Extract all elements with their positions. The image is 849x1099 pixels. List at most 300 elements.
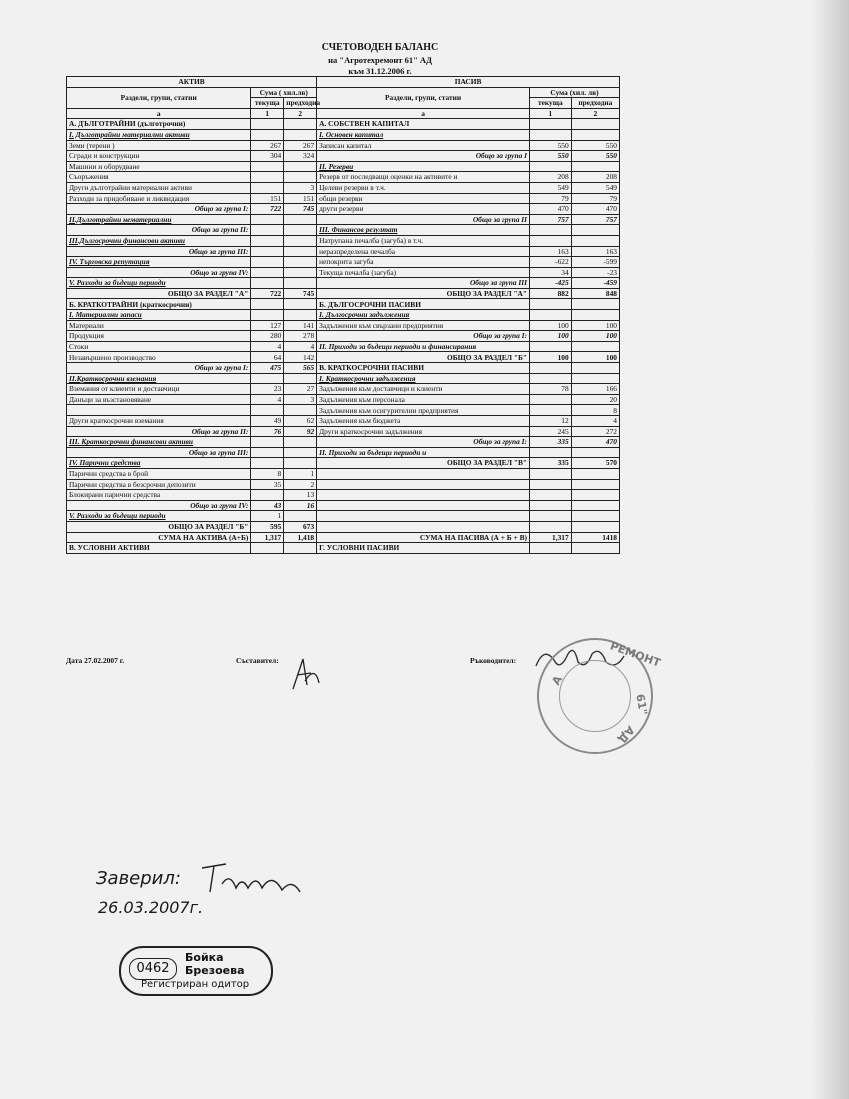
- pasiv-previous-value: 100: [571, 352, 619, 363]
- aktiv-item-label: Разходи за придобиване и ликвидация: [67, 193, 251, 204]
- pasiv-item-label: Задължения към персонала: [317, 394, 530, 405]
- aktiv-item-label: II.Краткосрочни вземания: [67, 373, 251, 384]
- table-row: [67, 405, 620, 416]
- col-number-2: 2: [284, 108, 317, 119]
- pasiv-current-value: 550: [530, 140, 572, 151]
- aktiv-current-value: [251, 235, 284, 246]
- aktiv-item-label: А. ДЪЛГОТРАЙНИ (дълготрочни): [67, 119, 251, 130]
- pasiv-previous-value: 550: [571, 140, 619, 151]
- aktiv-item-label: Общо за група III:: [67, 447, 251, 458]
- aktiv-previous-value: 673: [284, 521, 317, 532]
- aktiv-previous-value: [284, 405, 317, 416]
- aktiv-item-label: В. УСЛОВНИ АКТИВИ: [67, 543, 251, 554]
- aktiv-current-value: 151: [251, 193, 284, 204]
- pasiv-item-label: III. Финансов резултат: [317, 225, 530, 236]
- aktiv-previous-value: 278: [284, 331, 317, 342]
- aktiv-previous-value: [284, 310, 317, 321]
- pasiv-previous-value: 20: [571, 394, 619, 405]
- aktiv-item-label: Други краткосрочни вземания: [67, 416, 251, 427]
- aktiv-current-value: [251, 267, 284, 278]
- pasiv-current-value: [530, 363, 572, 374]
- pasiv-current-value: 79: [530, 193, 572, 204]
- table-row: [67, 172, 620, 183]
- pasiv-previous-value: [571, 119, 619, 130]
- aktiv-item-label: Общо за група IV:: [67, 267, 251, 278]
- pasiv-previous-value: [571, 479, 619, 490]
- aktiv-item-label: Общо за група II:: [67, 426, 251, 437]
- aktiv-previous-value: 27: [284, 384, 317, 395]
- aktiv-current-value: [251, 161, 284, 172]
- pasiv-current-value: 78: [530, 384, 572, 395]
- pasiv-item-label: II. Приходи за бъдещи периоди и: [317, 447, 530, 458]
- aktiv-item-label: [67, 405, 251, 416]
- auditor-signature: [196, 858, 316, 898]
- aktiv-current-value: [251, 299, 284, 310]
- table-row: [67, 214, 620, 225]
- aktiv-current-value: [251, 257, 284, 268]
- pasiv-previous-value: [571, 521, 619, 532]
- pasiv-item-label: Текуща печалба (загуба): [317, 267, 530, 278]
- aktiv-sum-col: Сума ( хил.лв): [251, 87, 317, 98]
- pasiv-current-value: [530, 521, 572, 532]
- aktiv-item-label: СУМА НА АКТИВА (А+Б): [67, 532, 251, 543]
- pasiv-current-value: 757: [530, 214, 572, 225]
- aktiv-sections-col: Раздели, групи, статии: [67, 87, 251, 108]
- pasiv-item-label: Задължения към доставчици и клиенти: [317, 384, 530, 395]
- pasiv-previous-col: предходна: [571, 98, 619, 109]
- aktiv-previous-value: 324: [284, 151, 317, 162]
- pasiv-previous-value: 550: [571, 151, 619, 162]
- pasiv-item-label: [317, 511, 530, 522]
- pasiv-current-value: 100: [530, 352, 572, 363]
- pasiv-item-label: Резерв от последващи оценки на активите и: [317, 172, 530, 183]
- table-row: [67, 310, 620, 321]
- aktiv-previous-value: [284, 172, 317, 183]
- aktiv-current-value: 35: [251, 479, 284, 490]
- aktiv-item-label: Общо за група I:: [67, 363, 251, 374]
- pasiv-item-label: [317, 490, 530, 501]
- aktiv-current-value: 43: [251, 500, 284, 511]
- pasiv-previous-value: [571, 235, 619, 246]
- pasiv-previous-value: [571, 299, 619, 310]
- pasiv-current-value: 12: [530, 416, 572, 427]
- table-row: [67, 363, 620, 374]
- pasiv-item-label: ОБЩО ЗА РАЗДЕЛ "Б": [317, 352, 530, 363]
- balance-table: [66, 76, 620, 554]
- pasiv-item-label: Б. ДЪЛГОСРОЧНИ ПАСИВИ: [317, 299, 530, 310]
- pasiv-previous-value: [571, 468, 619, 479]
- pasiv-previous-value: 163: [571, 246, 619, 257]
- aktiv-item-label: Съоръжения: [67, 172, 251, 183]
- pasiv-previous-value: [571, 225, 619, 236]
- pasiv-current-value: 34: [530, 267, 572, 278]
- pasiv-current-value: 882: [530, 288, 572, 299]
- aktiv-current-value: [251, 172, 284, 183]
- pasiv-current-value: [530, 235, 572, 246]
- aktiv-item-label: Блокирани парични средства: [67, 490, 251, 501]
- pasiv-item-label: Други краткосрочни задължения: [317, 426, 530, 437]
- handwritten-certified: Заверил:: [96, 868, 181, 889]
- pasiv-current-value: -622: [530, 257, 572, 268]
- aktiv-previous-value: 62: [284, 416, 317, 427]
- aktiv-previous-value: 142: [284, 352, 317, 363]
- pasiv-item-label: I. Краткосрочни задължения: [317, 373, 530, 384]
- pasiv-previous-value: [571, 129, 619, 140]
- pasiv-current-value: 470: [530, 204, 572, 215]
- footer-compiler: Съставител:: [236, 656, 279, 665]
- table-row: [67, 458, 620, 469]
- table-row: [67, 161, 620, 172]
- aktiv-current-value: [251, 490, 284, 501]
- aktiv-current-value: 722: [251, 288, 284, 299]
- pasiv-previous-value: 272: [571, 426, 619, 437]
- aktiv-previous-value: [284, 543, 317, 554]
- pasiv-item-label: ОБЩО ЗА РАЗДЕЛ "В": [317, 458, 530, 469]
- table-row: [67, 140, 620, 151]
- pasiv-previous-value: [571, 500, 619, 511]
- pasiv-item-label: Общо за група II: [317, 214, 530, 225]
- pasiv-item-label: [317, 468, 530, 479]
- table-row: [67, 331, 620, 342]
- pasiv-previous-value: 570: [571, 458, 619, 469]
- aktiv-item-label: Данъци за възстановяване: [67, 394, 251, 405]
- pasiv-current-value: [530, 225, 572, 236]
- company-name: на "Агротехремонт 61" АД: [328, 55, 432, 65]
- pasiv-item-label: [317, 500, 530, 511]
- pasiv-item-label: други резерви: [317, 204, 530, 215]
- table-row: [67, 447, 620, 458]
- aktiv-previous-value: [284, 246, 317, 257]
- handwritten-date: 26.03.2007г.: [98, 898, 204, 917]
- col-number-1: 1: [530, 108, 572, 119]
- aktiv-item-label: ОБЩО ЗА РАЗДЕЛ "Б": [67, 521, 251, 532]
- pasiv-item-label: неразпределена печалба: [317, 246, 530, 257]
- aktiv-previous-value: 16: [284, 500, 317, 511]
- pasiv-previous-value: [571, 490, 619, 501]
- aktiv-item-label: IV. Парични средства: [67, 458, 251, 469]
- pasiv-previous-value: 4: [571, 416, 619, 427]
- aktiv-item-label: I. Материални запаси: [67, 310, 251, 321]
- table-row: [67, 182, 620, 193]
- table-row: [67, 193, 620, 204]
- auditor-stamp: [119, 946, 273, 996]
- aktiv-current-value: 23: [251, 384, 284, 395]
- aktiv-current-value: [251, 214, 284, 225]
- pasiv-item-label: I. Основен капитал: [317, 129, 530, 140]
- aktiv-previous-value: 3: [284, 394, 317, 405]
- table-row: [67, 225, 620, 236]
- aktiv-item-label: I. Дълготрайни материални активи: [67, 129, 251, 140]
- aktiv-current-value: 64: [251, 352, 284, 363]
- pasiv-item-label: II. Резерви: [317, 161, 530, 172]
- pasiv-current-col: текуща: [530, 98, 572, 109]
- pasiv-item-label: ОБЩО ЗА РАЗДЕЛ "А": [317, 288, 530, 299]
- aktiv-current-value: [251, 447, 284, 458]
- table-row: [67, 204, 620, 215]
- aktiv-current-value: 1: [251, 511, 284, 522]
- aktiv-current-value: 280: [251, 331, 284, 342]
- table-row: [67, 320, 620, 331]
- aktiv-previous-value: [284, 129, 317, 140]
- aktiv-item-label: Общо за група III:: [67, 246, 251, 257]
- aktiv-previous-value: 267: [284, 140, 317, 151]
- pasiv-item-label: А. СОБСТВЕН КАПИТАЛ: [317, 119, 530, 130]
- pasiv-sections-col: Раздели, групи, статии: [317, 87, 530, 108]
- compiler-signature: [285, 655, 325, 693]
- pasiv-current-value: [530, 500, 572, 511]
- aktiv-previous-value: 141: [284, 320, 317, 331]
- pasiv-current-value: [530, 511, 572, 522]
- aktiv-previous-value: 4: [284, 341, 317, 352]
- pasiv-heading: ПАСИВ: [317, 77, 620, 88]
- aktiv-current-value: 267: [251, 140, 284, 151]
- pasiv-previous-value: [571, 310, 619, 321]
- pasiv-item-label: В. КРАТКОСРОЧНИ ПАСИВИ: [317, 363, 530, 374]
- aktiv-item-label: IV. Търговска репутация: [67, 257, 251, 268]
- pasiv-current-value: 163: [530, 246, 572, 257]
- aktiv-item-label: Други дълготрайни материални активи: [67, 182, 251, 193]
- pasiv-previous-value: [571, 363, 619, 374]
- pasiv-previous-value: [571, 161, 619, 172]
- aktiv-previous-value: [284, 235, 317, 246]
- table-row: [67, 341, 620, 352]
- pasiv-previous-value: 470: [571, 204, 619, 215]
- aktiv-current-value: 76: [251, 426, 284, 437]
- auditor-first-name: Бойка: [185, 951, 224, 964]
- aktiv-current-value: [251, 543, 284, 554]
- col-letter-a: а: [317, 108, 530, 119]
- aktiv-previous-value: 565: [284, 363, 317, 374]
- aktiv-current-value: [251, 182, 284, 193]
- table-row: [67, 521, 620, 532]
- aktiv-current-value: [251, 119, 284, 130]
- footer-manager: Ръководител:: [470, 656, 517, 665]
- pasiv-previous-value: 8: [571, 405, 619, 416]
- pasiv-current-value: 335: [530, 458, 572, 469]
- aktiv-item-label: Б. КРАТКОТРАЙНИ (краткосрочни): [67, 299, 251, 310]
- pasiv-current-value: [530, 468, 572, 479]
- aktiv-item-label: Земи (терени ): [67, 140, 251, 151]
- table-row: [67, 479, 620, 490]
- pasiv-current-value: 335: [530, 437, 572, 448]
- pasiv-item-label: Записан капитал: [317, 140, 530, 151]
- pasiv-item-label: СУМА НА ПАСИВА (А + Б + В): [317, 532, 530, 543]
- table-row: [67, 129, 620, 140]
- aktiv-previous-value: [284, 214, 317, 225]
- table-row: [67, 543, 620, 554]
- aktiv-item-label: II.Дълготрайни нематериални: [67, 214, 251, 225]
- aktiv-previous-value: 1: [284, 468, 317, 479]
- table-row: [67, 500, 620, 511]
- pasiv-item-label: общи резерви: [317, 193, 530, 204]
- pasiv-item-label: II. Приходи за бъдещи периоди и финансирания: [317, 341, 530, 352]
- pasiv-previous-value: [571, 373, 619, 384]
- pasiv-item-label: Задължения към осигурителни предприятия: [317, 405, 530, 416]
- aktiv-item-label: Общо за група II:: [67, 225, 251, 236]
- pasiv-current-value: [530, 447, 572, 458]
- pasiv-previous-value: 757: [571, 214, 619, 225]
- aktiv-current-value: 127: [251, 320, 284, 331]
- aktiv-item-label: III. Краткосрочни финансови активи: [67, 437, 251, 448]
- aktiv-item-label: Сгради и конструкции: [67, 151, 251, 162]
- pasiv-current-value: [530, 479, 572, 490]
- aktiv-item-label: Общо за група IV:: [67, 500, 251, 511]
- aktiv-item-label: Продукция: [67, 331, 251, 342]
- aktiv-current-value: [251, 225, 284, 236]
- pasiv-previous-value: -23: [571, 267, 619, 278]
- aktiv-current-value: [251, 373, 284, 384]
- table-row: [67, 426, 620, 437]
- pasiv-current-value: [530, 341, 572, 352]
- aktiv-item-label: III.Дългосрочни финансови активи: [67, 235, 251, 246]
- aktiv-current-value: 722: [251, 204, 284, 215]
- page-edge-shadow: [811, 0, 849, 1099]
- pasiv-item-label: Общо за група I: [317, 151, 530, 162]
- pasiv-item-label: Г. УСЛОВНИ ПАСИВИ: [317, 543, 530, 554]
- table-row: [67, 511, 620, 522]
- pasiv-item-label: Общо за група III: [317, 278, 530, 289]
- aktiv-current-value: 8: [251, 468, 284, 479]
- aktiv-current-value: 475: [251, 363, 284, 374]
- pasiv-item-label: Общо за група I:: [317, 331, 530, 342]
- table-row: [67, 257, 620, 268]
- aktiv-current-value: [251, 246, 284, 257]
- aktiv-current-value: 304: [251, 151, 284, 162]
- aktiv-item-label: Общо за група I:: [67, 204, 251, 215]
- aktiv-previous-value: [284, 511, 317, 522]
- aktiv-previous-value: [284, 437, 317, 448]
- aktiv-previous-value: [284, 373, 317, 384]
- pasiv-current-value: [530, 310, 572, 321]
- aktiv-previous-value: 92: [284, 426, 317, 437]
- aktiv-current-value: [251, 458, 284, 469]
- pasiv-sum-col: Сума (хил. лв): [530, 87, 620, 98]
- pasiv-previous-value: [571, 543, 619, 554]
- pasiv-item-label: Задължения към свързани предприятия: [317, 320, 530, 331]
- aktiv-previous-value: 3: [284, 182, 317, 193]
- col-letter-a: а: [67, 108, 251, 119]
- aktiv-item-label: Парични средства в безсрочни депозити: [67, 479, 251, 490]
- pasiv-current-value: [530, 394, 572, 405]
- aktiv-item-label: Вземания от клиенти и доставчици: [67, 384, 251, 395]
- pasiv-previous-value: -459: [571, 278, 619, 289]
- pasiv-previous-value: 1418: [571, 532, 619, 543]
- pasiv-current-value: [530, 490, 572, 501]
- pasiv-item-label: I. Дългосрочни задължения: [317, 310, 530, 321]
- aktiv-previous-value: 13: [284, 490, 317, 501]
- aktiv-heading: АКТИВ: [67, 77, 317, 88]
- pasiv-current-value: [530, 405, 572, 416]
- aktiv-current-value: [251, 278, 284, 289]
- pasiv-current-value: 100: [530, 320, 572, 331]
- aktiv-previous-value: [284, 267, 317, 278]
- aktiv-item-label: ОБЩО ЗА РАЗДЕЛ "А": [67, 288, 251, 299]
- table-row: [67, 490, 620, 501]
- aktiv-previous-value: [284, 119, 317, 130]
- pasiv-item-label: непокрита загуба: [317, 257, 530, 268]
- aktiv-previous-value: [284, 278, 317, 289]
- aktiv-current-value: [251, 405, 284, 416]
- table-row: [67, 384, 620, 395]
- table-row: [67, 151, 620, 162]
- pasiv-item-label: Задължения към бюджета: [317, 416, 530, 427]
- pasiv-current-value: 1,317: [530, 532, 572, 543]
- aktiv-previous-value: 745: [284, 288, 317, 299]
- doc-title: СЧЕТОВОДЕН БАЛАНС: [321, 42, 439, 53]
- footer-date: Дата 27.02.2007 г.: [66, 656, 125, 665]
- pasiv-item-label: Натрупана печалба (загуба) в т.ч.: [317, 235, 530, 246]
- aktiv-current-value: 595: [251, 521, 284, 532]
- pasiv-current-value: 245: [530, 426, 572, 437]
- pasiv-current-value: [530, 543, 572, 554]
- aktiv-previous-value: [284, 225, 317, 236]
- pasiv-item-label: Целеви резерви в т.ч.: [317, 182, 530, 193]
- pasiv-previous-value: 79: [571, 193, 619, 204]
- pasiv-previous-value: 100: [571, 331, 619, 342]
- table-row: [67, 246, 620, 257]
- aktiv-previous-value: [284, 161, 317, 172]
- aktiv-current-value: 4: [251, 394, 284, 405]
- aktiv-previous-value: 151: [284, 193, 317, 204]
- aktiv-previous-value: [284, 257, 317, 268]
- aktiv-current-value: [251, 437, 284, 448]
- aktiv-current-value: [251, 310, 284, 321]
- aktiv-current-value: 1,317: [251, 532, 284, 543]
- table-row: [67, 299, 620, 310]
- aktiv-previous-col: предходна: [284, 98, 317, 109]
- pasiv-previous-value: [571, 511, 619, 522]
- pasiv-previous-value: -599: [571, 257, 619, 268]
- pasiv-current-value: [530, 129, 572, 140]
- table-row: [67, 235, 620, 246]
- table-row: [67, 267, 620, 278]
- pasiv-previous-value: 166: [571, 384, 619, 395]
- auditor-number: 0462: [129, 958, 177, 980]
- col-number-2: 2: [571, 108, 619, 119]
- pasiv-previous-value: [571, 447, 619, 458]
- pasiv-current-value: 549: [530, 182, 572, 193]
- table-row: [67, 532, 620, 543]
- pasiv-item-label: [317, 479, 530, 490]
- table-row: [67, 119, 620, 130]
- pasiv-current-value: [530, 119, 572, 130]
- aktiv-item-label: V. Разходи за бъдещи периоди: [67, 511, 251, 522]
- report-date: към 31.12.2006 г.: [348, 66, 412, 76]
- balance-rows: [67, 119, 620, 553]
- table-row: [67, 373, 620, 384]
- auditor-last-name: Брезоева: [185, 964, 245, 977]
- table-row: [67, 394, 620, 405]
- aktiv-current-col: текуща: [251, 98, 284, 109]
- aktiv-previous-value: 2: [284, 479, 317, 490]
- company-round-stamp: А РЕМОНТ 61" АД: [537, 638, 653, 754]
- table-row: [67, 278, 620, 289]
- auditor-role: Регистриран одитор: [141, 979, 250, 990]
- pasiv-current-value: [530, 161, 572, 172]
- aktiv-item-label: Машини и оборудване: [67, 161, 251, 172]
- pasiv-current-value: [530, 373, 572, 384]
- aktiv-item-label: V. Разходи за бъдещи периоди: [67, 278, 251, 289]
- aktiv-current-value: 49: [251, 416, 284, 427]
- aktiv-item-label: Стоки: [67, 341, 251, 352]
- aktiv-previous-value: 745: [284, 204, 317, 215]
- aktiv-previous-value: [284, 447, 317, 458]
- table-row: [67, 352, 620, 363]
- aktiv-previous-value: 1,418: [284, 532, 317, 543]
- pasiv-current-value: -425: [530, 278, 572, 289]
- table-row: [67, 437, 620, 448]
- pasiv-previous-value: 208: [571, 172, 619, 183]
